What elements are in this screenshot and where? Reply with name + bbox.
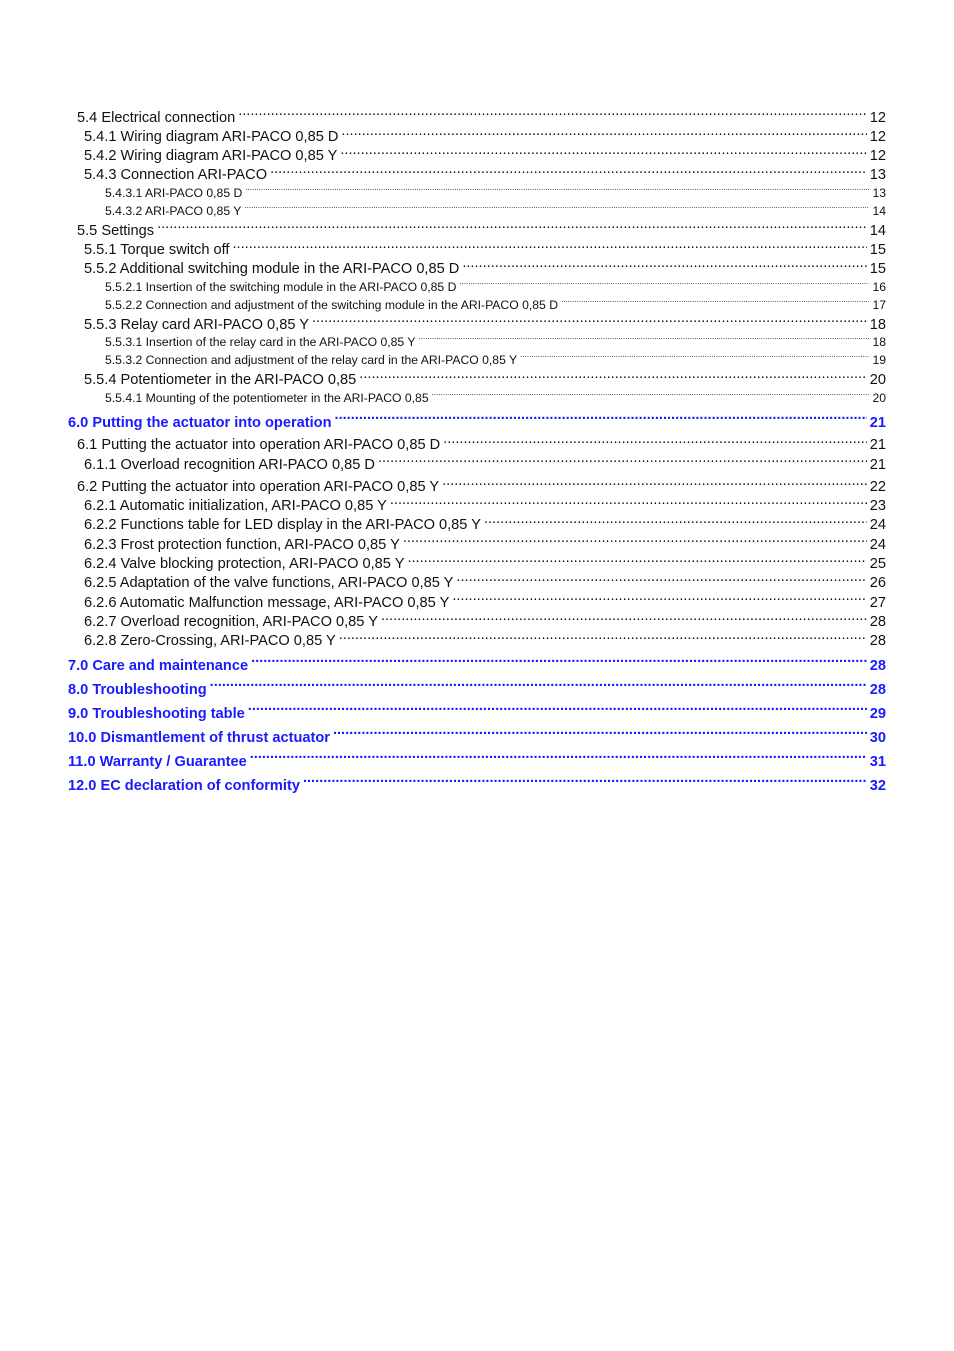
toc-entry-title: 6.1 Putting the actuator into operation ARI-PACO 0,85 D bbox=[77, 437, 441, 454]
toc-entry-page-number: 21 bbox=[869, 437, 886, 454]
dot-leader bbox=[378, 454, 867, 469]
toc-entry[interactable] bbox=[0, 654, 886, 678]
toc-entry-page-number: 27 bbox=[869, 594, 886, 611]
toc-entry-page-number: 18 bbox=[869, 316, 886, 333]
toc-entry-title: 6.2.2 Functions table for LED display in the ARI-PACO 0,85 Y bbox=[84, 517, 481, 534]
dot-leader bbox=[561, 297, 869, 309]
dot-leader bbox=[432, 390, 870, 402]
toc-entry-page-number: 18 bbox=[872, 335, 886, 350]
toc-entry[interactable] bbox=[0, 702, 886, 726]
dot-leader bbox=[452, 592, 866, 607]
toc-entry-title: 5.5.2 Additional switching module in the ARI-PACO 0,85 D bbox=[84, 261, 460, 278]
toc-entry-title: 5.5 Settings bbox=[77, 222, 155, 239]
toc-entry-page-number: 21 bbox=[869, 456, 886, 473]
toc-entry-page-number: 32 bbox=[869, 777, 886, 794]
toc-entry-page-number: 28 bbox=[869, 613, 886, 630]
toc-entry-title: 10.0 Dismantlement of thrust actuator bbox=[68, 729, 330, 746]
dot-leader bbox=[233, 239, 867, 254]
toc-entry-title: 6.2.1 Automatic initialization, ARI-PACO 0,85 Y bbox=[84, 498, 387, 515]
toc-entry[interactable] bbox=[0, 333, 886, 351]
toc-entry[interactable] bbox=[0, 573, 886, 592]
toc-entry-page-number: 20 bbox=[869, 371, 886, 388]
toc-entry[interactable] bbox=[0, 389, 886, 407]
toc-entry-page-number: 13 bbox=[869, 167, 886, 184]
toc-entry-page-number: 21 bbox=[869, 414, 886, 431]
dot-leader bbox=[245, 185, 869, 197]
dot-leader bbox=[456, 573, 866, 588]
toc-entry-page-number: 30 bbox=[869, 729, 886, 746]
toc-entry-title: 5.4.3 Connection ARI-PACO bbox=[84, 167, 268, 184]
toc-entry-title: 5.5.3.1 Insertion of the relay card in the ARI-PACO 0,85 Y bbox=[105, 335, 416, 350]
toc-entry[interactable] bbox=[0, 146, 886, 165]
toc-entry-title: 12.0 EC declaration of conformity bbox=[68, 777, 300, 794]
toc-entry-title: 5.4.1 Wiring diagram ARI-PACO 0,85 D bbox=[84, 128, 339, 145]
toc-entry-page-number: 24 bbox=[869, 536, 886, 553]
toc-entry[interactable] bbox=[0, 454, 886, 473]
toc-entry-page-number: 24 bbox=[869, 517, 886, 534]
toc-entry-page-number: 28 bbox=[869, 633, 886, 650]
toc-entry-title: 5.5.2.2 Connection and adjustment of the switching module in the ARI-PACO 0,85 D bbox=[105, 298, 559, 313]
toc-entry-title: 5.5.3 Relay card ARI-PACO 0,85 Y bbox=[84, 316, 309, 333]
toc-entry-title: 6.0 Putting the actuator into operation bbox=[68, 414, 332, 431]
dot-leader bbox=[238, 107, 867, 122]
dot-leader bbox=[251, 655, 867, 670]
toc-entry[interactable] bbox=[0, 411, 886, 435]
toc-entry-page-number: 15 bbox=[869, 242, 886, 259]
toc-entry-title: 5.4.3.1 ARI-PACO 0,85 D bbox=[105, 186, 243, 201]
toc-entry-title: 6.2.7 Overload recognition, ARI-PACO 0,85 Y bbox=[84, 613, 378, 630]
toc-entry[interactable] bbox=[0, 774, 886, 798]
toc-entry-page-number: 14 bbox=[869, 222, 886, 239]
toc-entry[interactable] bbox=[0, 314, 886, 333]
dot-leader bbox=[248, 703, 867, 718]
toc-entry[interactable] bbox=[0, 202, 886, 220]
toc-entry[interactable] bbox=[0, 553, 886, 572]
toc-entry-page-number: 19 bbox=[872, 353, 886, 368]
toc-entry-title: 8.0 Troubleshooting bbox=[68, 681, 207, 698]
toc-entry-page-number: 12 bbox=[869, 128, 886, 145]
toc-entry[interactable] bbox=[0, 611, 886, 630]
toc-entry-title: 5.5.4.1 Mounting of the potentiometer in the ARI-PACO 0,85 bbox=[105, 390, 429, 405]
toc-entry-title: 6.2.6 Automatic Malfunction message, ARI-PACO 0,85 Y bbox=[84, 594, 450, 611]
toc-entry-page-number: 16 bbox=[872, 280, 886, 295]
dot-leader bbox=[419, 334, 870, 346]
toc-entry[interactable] bbox=[0, 126, 886, 145]
toc-entry[interactable] bbox=[0, 107, 886, 126]
toc-entry-page-number: 25 bbox=[869, 556, 886, 573]
toc-entry-page-number: 12 bbox=[869, 109, 886, 126]
dot-leader bbox=[359, 369, 866, 384]
dot-leader bbox=[333, 727, 867, 742]
toc-entry[interactable] bbox=[0, 296, 886, 314]
toc-entry-page-number: 22 bbox=[869, 478, 886, 495]
toc-entry-page-number: 12 bbox=[869, 148, 886, 165]
dot-leader bbox=[442, 476, 867, 491]
toc-entry[interactable] bbox=[0, 631, 886, 650]
toc-entry-title: 11.0 Warranty / Guarantee bbox=[68, 753, 247, 770]
toc-entry-page-number: 15 bbox=[869, 261, 886, 278]
dot-leader bbox=[303, 775, 867, 790]
dot-leader bbox=[339, 631, 867, 646]
toc-entry[interactable] bbox=[0, 369, 886, 388]
dot-leader bbox=[341, 126, 866, 141]
toc-entry[interactable] bbox=[0, 435, 886, 454]
toc-entry-page-number: 17 bbox=[872, 298, 886, 313]
toc-entry[interactable] bbox=[0, 165, 886, 184]
toc-entry-title: 6.2.5 Adaptation of the valve functions, ARI-PACO 0,85 Y bbox=[84, 575, 454, 592]
toc-entry-title: 6.2.4 Valve blocking protection, ARI-PACO 0,85 Y bbox=[84, 556, 405, 573]
table-of-contents bbox=[0, 107, 954, 798]
toc-entry-page-number: 23 bbox=[869, 498, 886, 515]
toc-entry[interactable] bbox=[0, 184, 886, 202]
dot-leader bbox=[462, 259, 866, 274]
toc-entry-title: 5.5.1 Torque switch off bbox=[84, 242, 230, 259]
toc-entry[interactable] bbox=[0, 239, 886, 258]
toc-entry-page-number: 13 bbox=[872, 186, 886, 201]
toc-entry-title: 6.2.3 Frost protection function, ARI-PACO 0,85 Y bbox=[84, 536, 400, 553]
dot-leader bbox=[403, 534, 867, 549]
toc-entry[interactable] bbox=[0, 278, 886, 296]
dot-leader bbox=[250, 751, 867, 766]
dot-leader bbox=[443, 435, 867, 450]
toc-entry[interactable] bbox=[0, 496, 886, 515]
toc-entry-title: 5.4.2 Wiring diagram ARI-PACO 0,85 Y bbox=[84, 148, 338, 165]
toc-entry-title: 6.2 Putting the actuator into operation ARI-PACO 0,85 Y bbox=[77, 478, 440, 495]
toc-entry[interactable] bbox=[0, 515, 886, 534]
toc-entry-title: 6.1.1 Overload recognition ARI-PACO 0,85 D bbox=[84, 456, 375, 473]
dot-leader bbox=[459, 279, 869, 291]
toc-entry[interactable] bbox=[0, 750, 886, 774]
toc-entry-page-number: 31 bbox=[869, 753, 886, 770]
dot-leader bbox=[407, 553, 866, 568]
dot-leader bbox=[244, 203, 869, 215]
dot-leader bbox=[335, 412, 867, 427]
toc-entry-page-number: 26 bbox=[869, 575, 886, 592]
toc-entry[interactable] bbox=[0, 351, 886, 369]
dot-leader bbox=[210, 679, 867, 694]
dot-leader bbox=[381, 611, 867, 626]
toc-entry[interactable] bbox=[0, 220, 886, 239]
dot-leader bbox=[390, 496, 867, 511]
dot-leader bbox=[520, 352, 869, 364]
toc-entry[interactable] bbox=[0, 259, 886, 278]
toc-entry-page-number: 28 bbox=[869, 681, 886, 698]
toc-entry-title: 5.5.4 Potentiometer in the ARI-PACO 0,85 bbox=[84, 371, 357, 388]
toc-entry-page-number: 28 bbox=[869, 657, 886, 674]
toc-entry-title: 5.5.3.2 Connection and adjustment of the relay card in the ARI-PACO 0,85 Y bbox=[105, 353, 518, 368]
dot-leader bbox=[270, 165, 867, 180]
dot-leader bbox=[157, 220, 867, 235]
toc-entry[interactable] bbox=[0, 678, 886, 702]
dot-leader bbox=[312, 314, 867, 329]
dot-leader bbox=[340, 146, 866, 161]
toc-entry-title: 6.2.8 Zero-Crossing, ARI-PACO 0,85 Y bbox=[84, 633, 336, 650]
toc-entry-page-number: 20 bbox=[872, 390, 886, 405]
toc-entry[interactable] bbox=[0, 726, 886, 750]
toc-entry-title: 5.4 Electrical connection bbox=[77, 109, 236, 126]
toc-entry[interactable] bbox=[0, 476, 886, 495]
toc-entry-page-number: 14 bbox=[872, 204, 886, 219]
toc-entry[interactable] bbox=[0, 534, 886, 553]
toc-entry-page-number: 29 bbox=[869, 705, 886, 722]
toc-entry-title: 9.0 Troubleshooting table bbox=[68, 705, 245, 722]
toc-entry-title: 5.4.3.2 ARI-PACO 0,85 Y bbox=[105, 204, 242, 219]
toc-entry-title: 7.0 Care and maintenance bbox=[68, 657, 249, 674]
toc-entry-title: 5.5.2.1 Insertion of the switching module in the ARI-PACO 0,85 D bbox=[105, 280, 457, 295]
dot-leader bbox=[484, 515, 867, 530]
toc-entry[interactable] bbox=[0, 592, 886, 611]
